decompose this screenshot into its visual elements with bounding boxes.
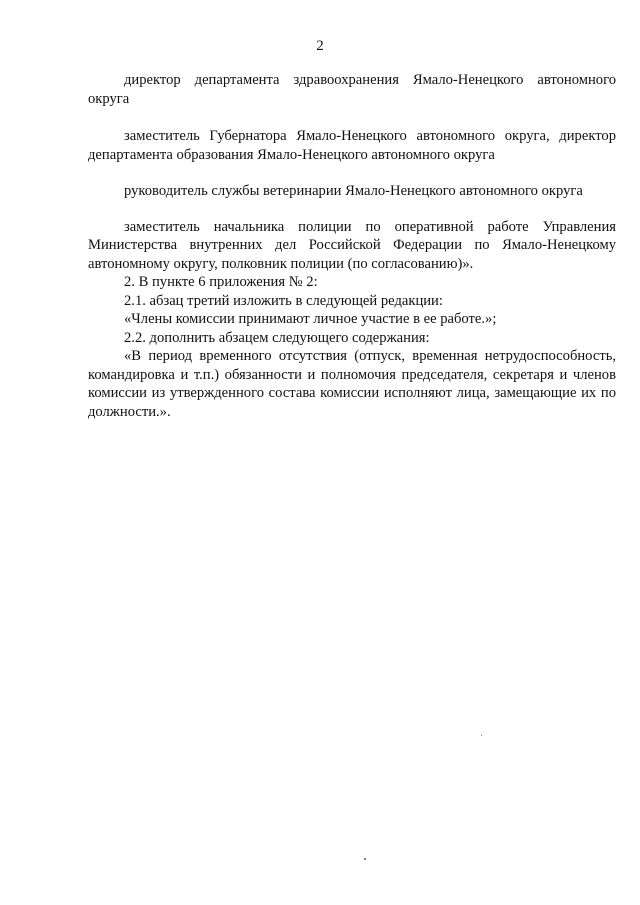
member-police-deputy: заместитель начальника полиции по оперативной работе Управления Министерства внутренних дел Российской Федерации по Ямало-Ненецкому автономному округу, полковник полиции (по согласованию)».: [88, 218, 616, 272]
scan-speck: [481, 735, 482, 736]
document-body: [88, 71, 616, 421]
clause-2-intro: 2. В пункте 6 приложения № 2:: [124, 274, 318, 290]
page-number: 2: [316, 38, 324, 54]
scan-speck: [364, 858, 366, 860]
clause-2-1-text: «Члены комиссии принимают личное участие в ее работе.»;: [124, 311, 497, 327]
clause-2-2: 2.2. дополнить абзацем следующего содержания:: [124, 329, 430, 346]
clause-2-2-text: «В период временного отсутствия (отпуск, временная нетрудоспособность, командировка и т.п.) обязанности и полномочия председателя, секретаря и членов комиссии из утвержденного состава комиссии исполняют лица, замещающие их по должности.».: [88, 348, 616, 420]
clause-2-1: 2.1. абзац третий изложить в следующей редакции:: [124, 292, 443, 309]
member-veterinary-head: руководитель службы ветеринарии Ямало-Ненецкого автономного округа: [124, 183, 583, 199]
member-health-director: директор департамента здравоохранения Ямало-Ненецкого автономного округа: [88, 72, 616, 107]
member-deputy-governor: заместитель Губернатора Ямало-Ненецкого автономного округа, директор департамента образования Ямало-Ненецкого автономного округа: [88, 128, 616, 163]
